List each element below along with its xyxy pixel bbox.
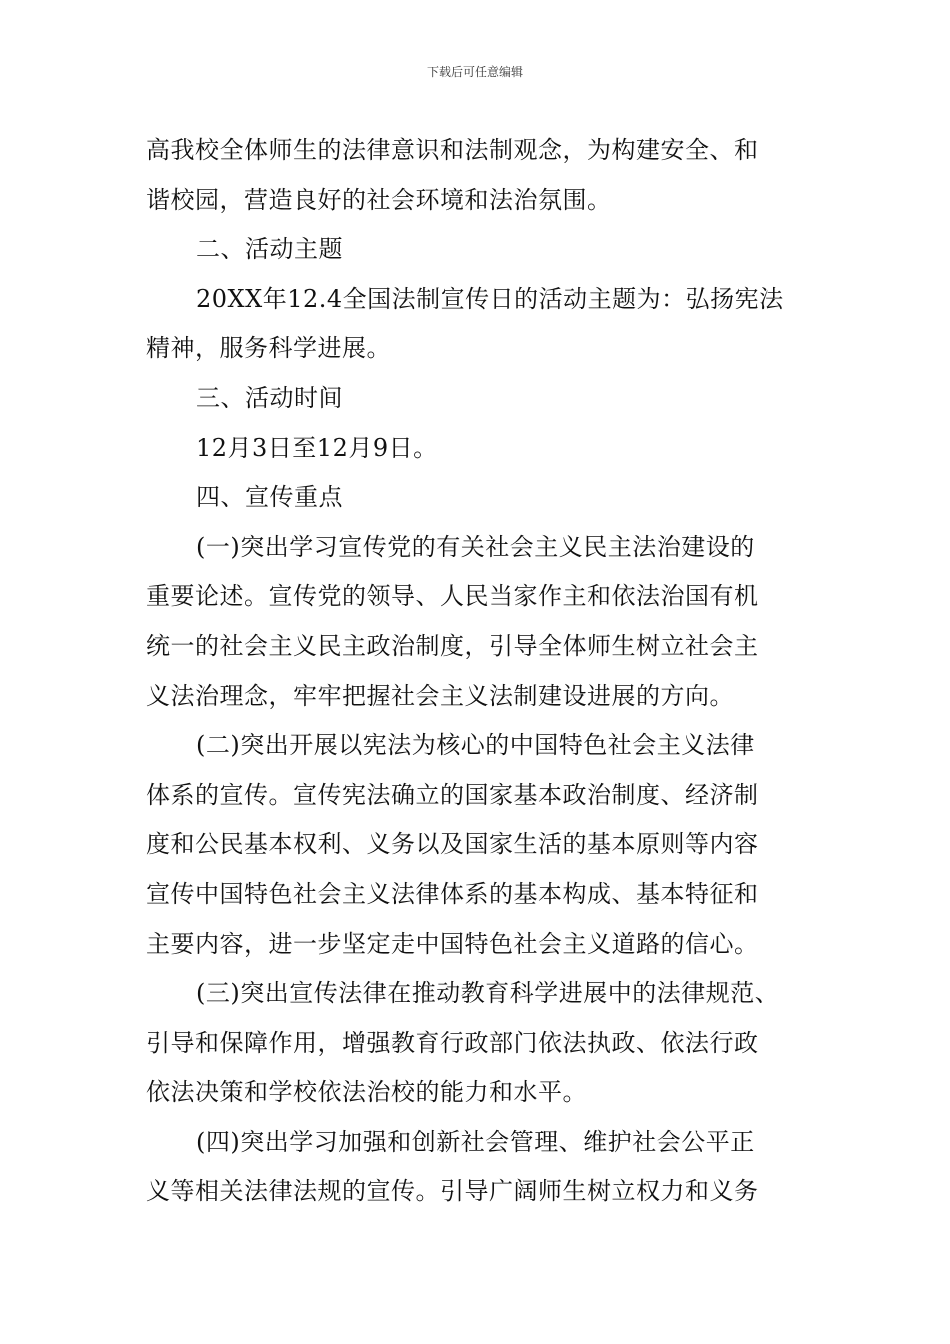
text-line: 义法治理念，牢牢把握社会主义法制建设进展的方向。 — [146, 681, 734, 710]
text-line: (二)突出开展以宪法为核心的中国特色社会主义法律 — [196, 731, 755, 760]
text-line: 重要论述。宣传党的领导、人民当家作主和依法治国有机 — [146, 582, 759, 611]
text-line: 主要内容，进一步坚定走中国特色社会主义道路的信心。 — [146, 929, 759, 958]
text-line: 四、宣传重点 — [196, 483, 343, 512]
text-line: 宣传中国特色社会主义法律体系的基本构成、基本特征和 — [146, 879, 759, 908]
text-line: (四)突出学习加强和创新社会管理、维护社会公平正 — [196, 1127, 755, 1156]
text-line: 依法决策和学校依法治校的能力和水平。 — [146, 1078, 587, 1107]
text-line: 统一的社会主义民主政治制度，引导全体师生树立社会主 — [146, 631, 759, 660]
text-line: 义等相关法律法规的宣传。引导广阔师生树立权力和义务 — [146, 1177, 759, 1206]
text-line: (一)突出学习宣传党的有关社会主义民主法治建设的 — [196, 532, 755, 561]
text-line: 高我校全体师生的法律意识和法制观念，为构建安全、和 — [146, 136, 759, 164]
text-line: 20XX年12.4全国法制宣传日的活动主题为：弘扬宪法 — [196, 284, 784, 313]
page-header-note: 下载后可任意编辑 — [426, 65, 523, 79]
text-line: (三)突出宣传法律在推动教育科学进展中的法律规范、 — [196, 979, 780, 1008]
text-line: 精神，服务科学进展。 — [146, 334, 391, 363]
text-line: 二、活动主题 — [196, 235, 343, 264]
text-line: 三、活动时间 — [196, 383, 343, 412]
text-line: 谐校园，营造良好的社会环境和法治氛围。 — [146, 185, 612, 214]
text-line: 体系的宣传。宣传宪法确立的国家基本政治制度、经济制 — [146, 780, 759, 809]
text-line: 度和公民基本权利、义务以及国家生活的基本原则等内容 — [146, 830, 759, 859]
document-body — [146, 126, 826, 1217]
text-line: 12月3日至12月9日。 — [196, 433, 438, 462]
text-line: 引导和保障作用，增强教育行政部门依法执政、依法行政 — [146, 1028, 759, 1057]
